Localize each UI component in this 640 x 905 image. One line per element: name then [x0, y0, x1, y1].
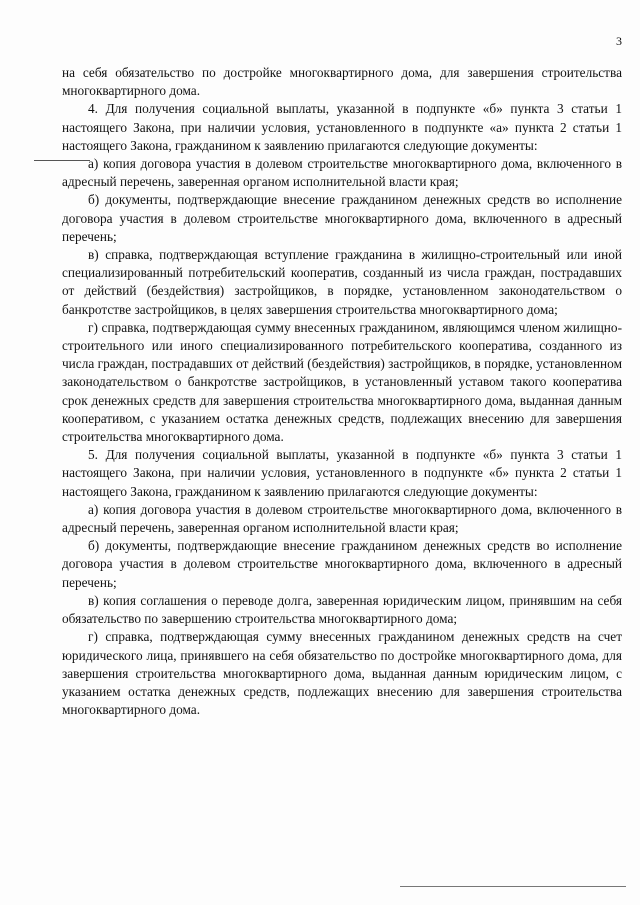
paragraph-4g: г) справка, подтверждающая сумму внесенных гражданином, являющимся членом жилищно-строительного или иного специализированного потребительского кооператива, созданного из числа граждан, пострадавших от действий (бездействия) застройщиков, в порядке, установленном законодательством о банкротстве застройщиков, в установленный уставом такого кооператива срок денежных средств для завершения строительства многоквартирного дома, выданная данным кооперативом, с указанием остатка денежных средств, подлежащих внесению для завершения строительства многоквартирного дома.: [62, 319, 622, 445]
paragraph-4v: в) справка, подтверждающая вступление гражданина в жилищно-строительный или иной специализированный потребительский кооператив, созданный из числа граждан, пострадавших от действий (бездействия) застройщиков, в порядке, установленном законодательством о банкротстве застройщиков, в целях завершения строительства многоквартирного дома;: [62, 247, 622, 317]
paragraph-5v: в) копия соглашения о переводе долга, заверенная юридическим лицом, принявшим на себя обязательство по завершению строительства многоквартирного дома;: [62, 592, 622, 627]
document-body: [62, 64, 622, 719]
paragraph-5b: б) документы, подтверждающие внесение гражданином денежных средств во исполнение договора участия в долевом строительстве многоквартирного дома, включенного в адресный перечень;: [62, 538, 622, 590]
footer-rule: [400, 886, 626, 887]
paragraph-5g: г) справка, подтверждающая сумму внесенных гражданином денежных средств на счет юридического лица, принявшего на себя обязательство по достройке многоквартирного дома, для завершения строительства многоквартирного дома, выданная данным юридическим лицом, с указанием остатка денежных средств, подлежащих внесению для завершения строительства многоквартирного дома.: [62, 629, 622, 718]
page-number: 3: [616, 34, 622, 48]
paragraph-4b: б) документы, подтверждающие внесение гражданином денежных средств во исполнение договора участия в долевом строительстве многоквартирного дома, включенного в адресный перечень;: [62, 192, 622, 244]
paragraph-4a: а) копия договора участия в долевом строительстве многоквартирного дома, включенного в адресный перечень, заверенная органом исполнительной власти края;: [62, 156, 622, 190]
paragraph-continuation: на себя обязательство по достройке многоквартирного дома, для завершения строительства многоквартирного дома.: [62, 65, 622, 99]
paragraph-item-5: 5. Для получения социальной выплаты, указанной в подпункте «б» пункта 3 статьи 1 настоящего Закона, при наличии условия, установленного в подпункте «б» пункта 2 статьи 1 настоящего Закона, гражданином к заявлению прилагаются следующие документы:: [62, 447, 622, 499]
paragraph-5a: а) копия договора участия в долевом строительстве многоквартирного дома, включенного в адресный перечень, заверенная органом исполнительной власти края;: [62, 501, 622, 536]
paragraph-item-4: 4. Для получения социальной выплаты, указанной в подпункте «б» пункта 3 статьи 1 настоящего Закона, при наличии условия, установленного в подпункте «а» пункта 2 статьи 1 настоящего Закона, гражданином к заявлению прилагаются следующие документы:: [62, 101, 622, 153]
